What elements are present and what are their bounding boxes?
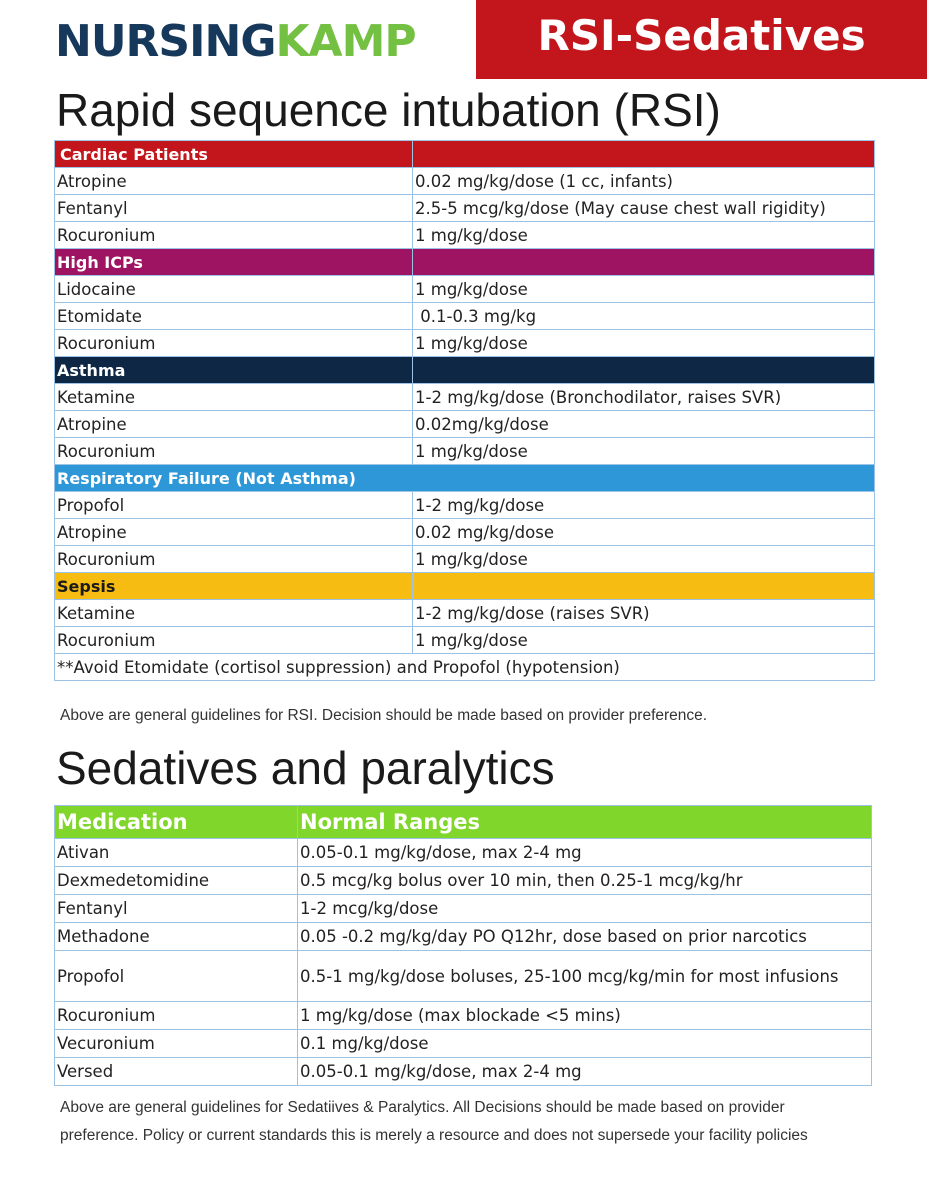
- drug-cell: Lidocaine: [55, 276, 413, 303]
- group-empty-cell: [413, 357, 875, 384]
- nursingkamp-logo: [55, 12, 416, 72]
- table-row: [55, 923, 872, 951]
- table-row: [55, 330, 875, 357]
- range-cell: 0.05 -0.2 mg/kg/day PO Q12hr, dose based on prior narcotics: [298, 923, 872, 951]
- drug-cell: Atropine: [55, 519, 413, 546]
- rsi-group-header: [55, 465, 875, 492]
- drug-cell: Ketamine: [55, 600, 413, 627]
- table-row: [55, 867, 872, 895]
- drug-cell: Rocuronium: [55, 222, 413, 249]
- table-row: [55, 222, 875, 249]
- medication-cell: Methadone: [55, 923, 298, 951]
- group-label: Cardiac Patients: [55, 141, 413, 168]
- sedatives-note-line-2: preference. Policy or current standards this is merely a resource and does not supersede your facility policies: [60, 1127, 808, 1144]
- drug-cell: Atropine: [55, 411, 413, 438]
- dose-cell: 0.02 mg/kg/dose: [413, 519, 875, 546]
- dose-cell: 1-2 mg/kg/dose (raises SVR): [413, 600, 875, 627]
- dose-cell: 2.5-5 mcg/kg/dose (May cause chest wall rigidity): [413, 195, 875, 222]
- drug-cell: Ketamine: [55, 384, 413, 411]
- dose-cell: 0.02mg/kg/dose: [413, 411, 875, 438]
- rsi-group-header: [55, 249, 875, 276]
- group-label: High ICPs: [55, 249, 413, 276]
- sedatives-heading: Sedatives and paralytics: [56, 742, 555, 794]
- table-row: [55, 519, 875, 546]
- range-cell: 0.1 mg/kg/dose: [298, 1030, 872, 1058]
- logo-kamp-text: KAMP: [275, 16, 416, 67]
- drug-cell: Rocuronium: [55, 438, 413, 465]
- drug-cell: Propofol: [55, 492, 413, 519]
- table-row: [55, 600, 875, 627]
- medication-cell: Fentanyl: [55, 895, 298, 923]
- table-row: [55, 1030, 872, 1058]
- rsi-group-header: [55, 141, 875, 168]
- sedatives-note-line-1: Above are general guidelines for Sedatiives & Paralytics. All Decisions should be made based on provider: [60, 1099, 785, 1116]
- medication-cell: Rocuronium: [55, 1002, 298, 1030]
- group-label: Asthma: [55, 357, 413, 384]
- group-empty-cell: [413, 249, 875, 276]
- table-row: [55, 411, 875, 438]
- drug-cell: Atropine: [55, 168, 413, 195]
- group-label: Sepsis: [55, 573, 413, 600]
- drug-cell: Rocuronium: [55, 330, 413, 357]
- table-row: [55, 438, 875, 465]
- rsi-table: [54, 140, 875, 681]
- drug-cell: Etomidate: [55, 303, 413, 330]
- medication-cell: Vecuronium: [55, 1030, 298, 1058]
- range-cell: 0.05-0.1 mg/kg/dose, max 2-4 mg: [298, 1058, 872, 1086]
- table-row: [55, 627, 875, 654]
- table-row: [55, 195, 875, 222]
- title-banner: RSI-Sedatives: [476, 0, 927, 79]
- drug-cell: Fentanyl: [55, 195, 413, 222]
- table-row: [55, 546, 875, 573]
- range-cell: 0.5 mcg/kg bolus over 10 min, then 0.25-1 mcg/kg/hr: [298, 867, 872, 895]
- range-cell: 0.05-0.1 mg/kg/dose, max 2-4 mg: [298, 839, 872, 867]
- range-cell: 1-2 mcg/kg/dose: [298, 895, 872, 923]
- dose-cell: 1-2 mg/kg/dose: [413, 492, 875, 519]
- dose-cell: 1 mg/kg/dose: [413, 627, 875, 654]
- dose-cell: 1 mg/kg/dose: [413, 438, 875, 465]
- rsi-group-header: [55, 573, 875, 600]
- sedatives-table: [54, 805, 872, 1086]
- medication-cell: Dexmedetomidine: [55, 867, 298, 895]
- dose-cell: 1 mg/kg/dose: [413, 546, 875, 573]
- range-cell: 1 mg/kg/dose (max blockade <5 mins): [298, 1002, 872, 1030]
- dose-cell: 0.02 mg/kg/dose (1 cc, infants): [413, 168, 875, 195]
- group-empty-cell: [413, 573, 875, 600]
- column-header-normal-ranges: Normal Ranges: [298, 806, 872, 839]
- dose-cell: 1 mg/kg/dose: [413, 276, 875, 303]
- table-row: [55, 1058, 872, 1086]
- dose-cell: 1-2 mg/kg/dose (Bronchodilator, raises SVR): [413, 384, 875, 411]
- sedatives-header-row: [55, 806, 872, 839]
- rsi-footnote-row: [55, 654, 875, 681]
- table-row: [55, 839, 872, 867]
- logo-nursing-text: NURSING: [55, 16, 276, 67]
- table-row: [55, 492, 875, 519]
- table-row: [55, 384, 875, 411]
- medication-cell: Propofol: [55, 951, 298, 1002]
- table-row: [55, 951, 872, 1002]
- column-header-medication: Medication: [55, 806, 298, 839]
- rsi-heading: Rapid sequence intubation (RSI): [56, 84, 721, 136]
- group-empty-cell: [413, 141, 875, 168]
- sedatives-note: [60, 1094, 808, 1150]
- dose-cell: 1 mg/kg/dose: [413, 330, 875, 357]
- table-row: [55, 276, 875, 303]
- range-cell: 0.5-1 mg/kg/dose boluses, 25-100 mcg/kg/min for most infusions: [298, 951, 872, 1002]
- medication-cell: Versed: [55, 1058, 298, 1086]
- table-row: [55, 168, 875, 195]
- dose-cell: 1 mg/kg/dose: [413, 222, 875, 249]
- table-row: [55, 895, 872, 923]
- drug-cell: Rocuronium: [55, 546, 413, 573]
- rsi-footnote: **Avoid Etomidate (cortisol suppression) and Propofol (hypotension): [55, 654, 875, 681]
- medication-cell: Ativan: [55, 839, 298, 867]
- table-row: [55, 1002, 872, 1030]
- dose-cell: 0.1-0.3 mg/kg: [413, 303, 875, 330]
- drug-cell: Rocuronium: [55, 627, 413, 654]
- group-label: Respiratory Failure (Not Asthma): [55, 465, 875, 492]
- rsi-group-header: [55, 357, 875, 384]
- rsi-note: Above are general guidelines for RSI. Decision should be made based on provider preference.: [60, 707, 708, 724]
- table-row: [55, 303, 875, 330]
